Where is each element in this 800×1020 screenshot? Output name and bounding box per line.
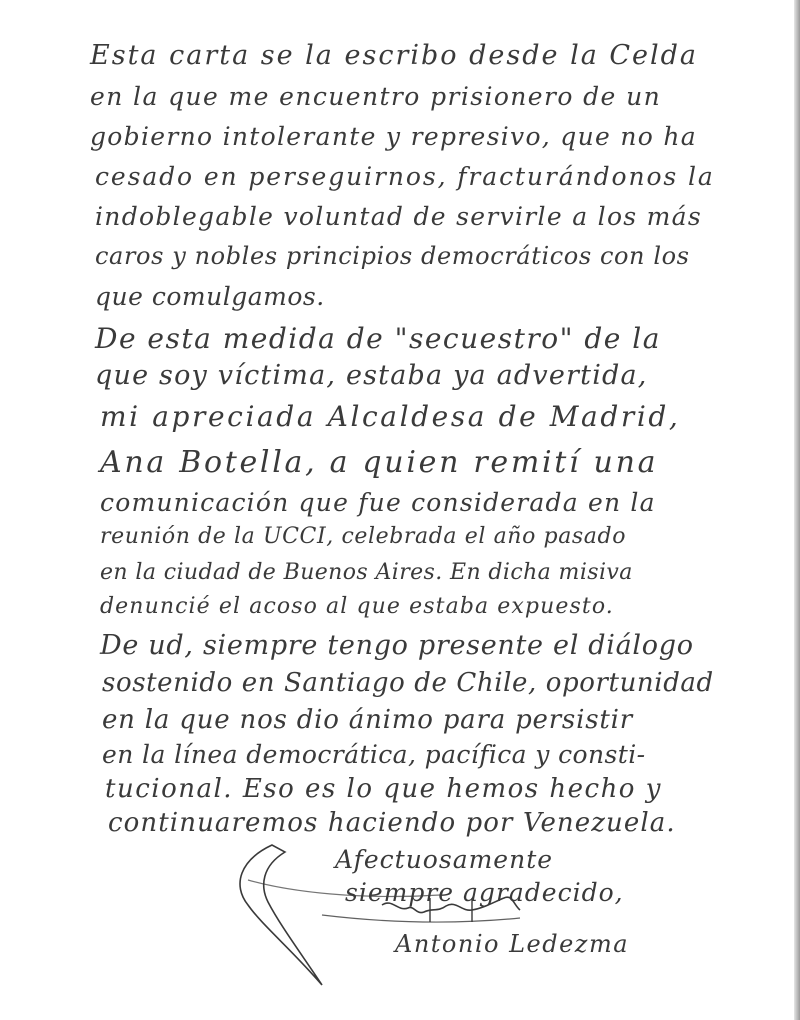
letter-line: De ud, siempre tengo presente el diálogo (100, 630, 694, 661)
letter-line: reunión de la UCCI, celebrada el año pasado (100, 524, 627, 549)
letter-line: en la ciudad de Buenos Aires. En dicha misiva (100, 560, 633, 585)
letter-line: que soy víctima, estaba ya advertida, (95, 360, 648, 391)
letter-line: en la que me encuentro prisionero de un (90, 82, 662, 111)
letter-line: caros y nobles principios democráticos con los (95, 242, 690, 270)
letter-line: denuncié el acoso al que estaba expuesto. (100, 594, 614, 619)
letter-line: en la línea democrática, pacífica y consti- (102, 740, 646, 769)
letter-line: que comulgamos. (95, 282, 325, 311)
letter-line: indoblegable voluntad de servirle a los más (95, 202, 703, 231)
letter-line: De esta medida de "secuestro" de la (95, 322, 661, 355)
letter-line: Ana Botella, a quien remití una (100, 445, 659, 480)
signature-name: Antonio Ledezma (395, 930, 630, 958)
closing-line: Afectuosamente (335, 845, 554, 874)
letter-line: sostenido en Santiago de Chile, oportunidad (102, 668, 714, 698)
letter-line: comunicación que fue considerada en la (100, 488, 656, 517)
letter-line: continuaremos haciendo por Venezuela. (108, 808, 676, 838)
letter-line: Esta carta se la escribo desde la Celda (90, 40, 699, 71)
closing-line: siempre agradecido, (345, 878, 624, 907)
letter-line: gobierno intolerante y represivo, que no ha (90, 122, 697, 151)
letter-line: tucional. Eso es lo que hemos hecho y (105, 774, 662, 804)
letter-line: en la que nos dio ánimo para persistir (102, 705, 633, 735)
letter-line: cesado en perseguirnos, fracturándonos la (95, 162, 715, 191)
letter-line: mi apreciada Alcaldesa de Madrid, (100, 400, 681, 433)
